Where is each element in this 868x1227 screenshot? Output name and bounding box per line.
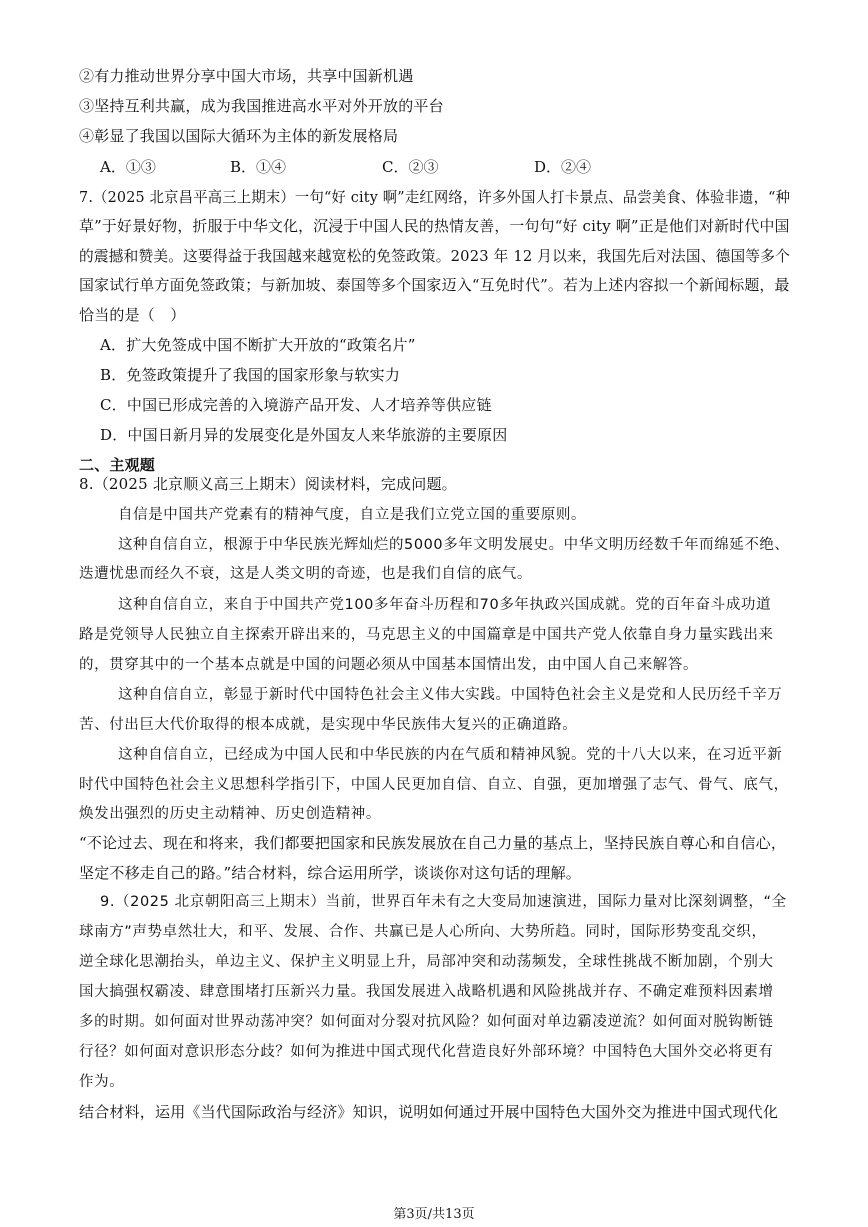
q7-stem-line: 国家试行单方面免签政策；与新加坡、泰国等多个国家迈入“互免时代”。若为上述内容拟一个新闻标题，最 bbox=[79, 276, 790, 294]
q9-question-line: 结合材料，运用《当代国际政治与经济》知识，说明如何通过开展中国特色大国外交为推进中国式现代化 bbox=[79, 1103, 779, 1121]
q9-material-line: 逆全球化思潮抬头，单边主义、保护主义明显上升，局部冲突和动荡频发，全球性挑战不断加剧，个别大 bbox=[79, 954, 774, 970]
q8-material-line: 这种自信自立，彰显于新时代中国特色社会主义伟大实践。中国特色社会主义是党和人民历经千辛万 bbox=[118, 687, 783, 703]
q8-material-line: 这种自信自立，根源于中华民族光辉灿烂的5000多年文明发展史。中华文明历经数千年而绵延不绝、 bbox=[118, 537, 790, 553]
option-a: A．①③ bbox=[100, 158, 156, 176]
option-c: C．②③ bbox=[382, 158, 439, 176]
q9-material-line: 球南方”声势卓然壮大，和平、发展、合作、共赢已是人心所向、大势所趋。同时，国际形势变乱交织， bbox=[79, 924, 767, 940]
q7-option-c: C．中国已形成完善的入境游产品开发、人才培养等供应链 bbox=[100, 396, 492, 414]
q8-stem: 8.（2025 北京顺义高三上期末）阅读材料，完成问题。 bbox=[79, 475, 457, 493]
q8-material-line: 这种自信自立，已经成为中国人民和中华民族的内在气质和精神风貌。党的十八大以来，在习近平新 bbox=[118, 747, 783, 763]
q7-stem-line: 的震撼和赞美。这要得益于我国越来越宽松的免签政策。2023 年 12 月以来，我国先后对法国、德国等多个 bbox=[79, 247, 790, 265]
q9-material-line: 多的时期。如何面对世界动荡冲突？如何面对分裂对抗风险？如何面对单边霸凌逆流？如何面对脱钩断链 bbox=[79, 1014, 774, 1030]
q8-material-line: 路是党领导人民独立自主探索开辟出来的，马克思主义的中国篇章是中国共产党人依靠自身力量实践出来 bbox=[79, 627, 774, 643]
q8-material-line: 苦、付出巨大代价取得的根本成就，是实现中华民族伟大复兴的正确道路。 bbox=[79, 717, 578, 733]
q7-stem-line: 草”于好景好物，折服于中华文化，沉浸于中国人民的热情友善，一句句“好 city 啊”正是他们对新时代中国 bbox=[79, 217, 790, 235]
q7-stem-line: 恰当的是（ ） bbox=[79, 306, 186, 324]
q9-material-line: 行径？如何面对意识形态分歧？如何为推进中国式现代化营造良好外部环境？中国特色大国外交必将更有 bbox=[79, 1044, 774, 1060]
statement-2: ②有力推动世界分享中国大市场，共享中国新机遇 bbox=[79, 67, 414, 85]
section-heading: 二、主观题 bbox=[79, 456, 156, 474]
statement-3: ③坚持互利共赢，成为我国推进高水平对外开放的平台 bbox=[79, 97, 444, 115]
q8-material-line: 的，贯穿其中的一个基本点就是中国的问题必须从中国基本国情出发，由中国人自己来解答。 bbox=[79, 657, 699, 673]
q8-question-line: “不论过去、现在和将来，我们都要把国家和民族发展放在自己力量的基点上，坚持民族自尊心和自信心， bbox=[79, 834, 787, 852]
q9-material-line: 9.（2025 北京朝阳高三上期末）当前，世界百年未有之大变局加速演进，国际力量对比深刻调整，“全 bbox=[100, 894, 787, 910]
q8-material-line: 迭遭忧患而经久不衰，这是人类文明的奇迹，也是我们自信的底气。 bbox=[79, 566, 532, 582]
q7-option-a: A．扩大免签成中国不断扩大开放的“政策名片” bbox=[100, 336, 416, 354]
q8-material-line: 自信是中国共产党素有的精神气度，自立是我们立党立国的重要原则。 bbox=[118, 507, 587, 523]
option-d: D．②④ bbox=[534, 158, 592, 176]
q8-material-line: 时代中国特色社会主义思想科学指引下，中国人民更加自信、自立、自强，更加增强了志气、骨气、底气， bbox=[79, 777, 789, 793]
q8-question-line: 坚定不移走自己的路。”结合材料，综合运用所学，谈谈你对这句话的理解。 bbox=[79, 864, 581, 882]
q7-stem-line: 7.（2025 北京昌平高三上期末）一句“好 city 啊”走红网络，许多外国人打卡景点、品尝美食、体验非遗，“种 bbox=[79, 188, 791, 206]
q8-material-line: 这种自信自立，来自于中国共产党100多年奋斗历程和70多年执政兴国成就。党的百年奋斗成功道 bbox=[118, 597, 772, 613]
q7-option-b: B．免签政策提升了我国的国家形象与软实力 bbox=[100, 366, 401, 384]
q8-material-line: 焕发出强烈的历史主动精神、历史创造精神。 bbox=[79, 806, 381, 822]
page-number: 第3页/共13页 bbox=[393, 1207, 475, 1222]
q9-material-line: 国大搞强权霸凌、肆意围堵打压新兴力量。我国发展进入战略机遇和风险挑战并存、不确定难预料因素增 bbox=[79, 984, 774, 1000]
q9-material-line: 作为。 bbox=[79, 1074, 125, 1090]
statement-4: ④彰显了我国以国际大循环为主体的新发展格局 bbox=[79, 127, 399, 145]
option-b: B．①④ bbox=[230, 158, 287, 176]
q7-option-d: D．中国日新月异的发展变化是外国友人来华旅游的主要原因 bbox=[100, 426, 508, 444]
